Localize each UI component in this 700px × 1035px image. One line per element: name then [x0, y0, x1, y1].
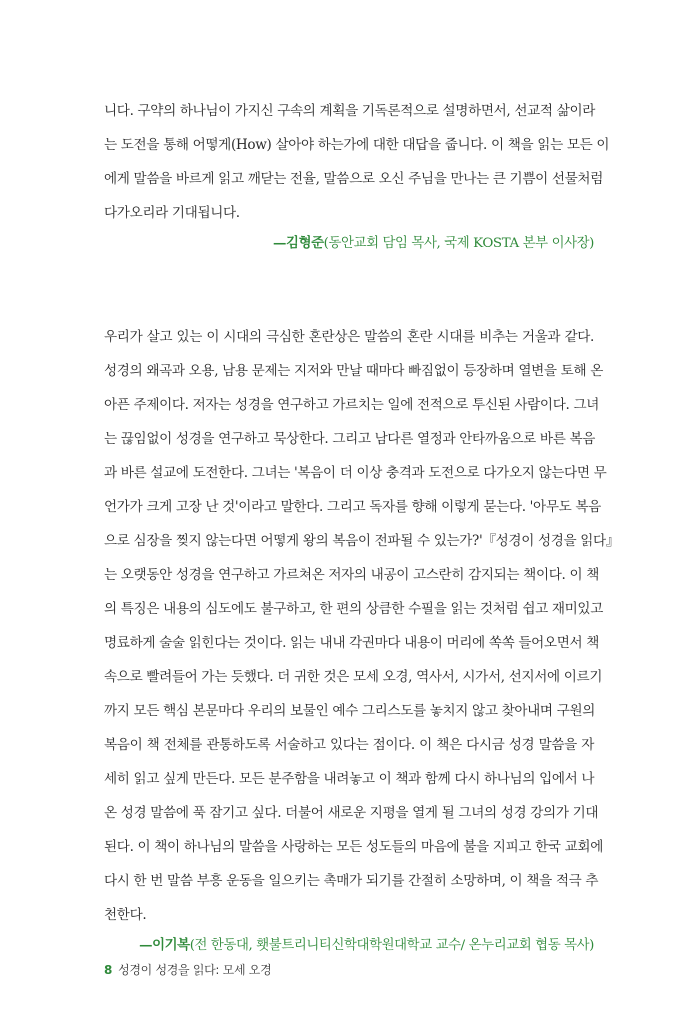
endorser-attribution	[273, 233, 594, 254]
paragraph-line: 는 끊임없이 성경을 연구하고 묵상한다. 그리고 남다른 열정과 안타까움으로 바른 복음	[104, 431, 596, 447]
paragraph-line: 으로 심장을 찢지 않는다면 어떻게 왕의 복음이 전파될 수 있는가?'『성경이 성경을 읽다』	[104, 533, 620, 549]
page-footer	[104, 961, 271, 979]
paragraph-line: 언가가 크게 고장 난 것'이라고 말한다. 그리고 독자를 향해 이렇게 묻는다. '아무도 복음	[104, 499, 601, 515]
endorser-name: —이기복	[139, 937, 190, 953]
paragraph-line: 까지 모든 핵심 본문마다 우리의 보물인 예수 그리스도를 놓치지 않고 찾아내며 구원의	[104, 703, 596, 719]
paragraph-line: 성경의 왜곡과 오용, 남용 문제는 지저와 만날 때마다 빠짐없이 등장하며 열변을 토해 온	[104, 363, 603, 379]
paragraph-line: 다가오리라 기대됩니다.	[104, 205, 240, 221]
endorser-role: (전 한동대, 횃불트리니티신학대학원대학교 교수/ 온누리교회 협동 목사)	[189, 938, 594, 953]
paragraph-line: 온 성경 말씀에 푹 잠기고 싶다. 더불어 새로운 지평을 열게 될 그녀의 성경 강의가 기대	[104, 805, 599, 821]
endorser-role: (동안교회 담임 목사, 국제 KOSTA 본부 이사장)	[323, 236, 594, 251]
paragraph-line: 속으로 빨려들어 가는 듯했다. 더 귀한 것은 모세 오경, 역사서, 시가서, 선지서에 이르기	[104, 669, 603, 685]
paragraph-line: 복음이 책 전체를 관통하도록 서술하고 있다는 점이다. 이 책은 다시금 성경 말씀을 자	[104, 737, 594, 753]
paragraph-line: 는 도전을 통해 어떻게(How) 살아야 하는가에 대한 대답을 줍니다. 이 책을 읽는 모든 이	[104, 137, 610, 153]
paragraph-line: 에게 말씀을 바르게 읽고 깨닫는 전율, 말씀으로 오신 주님을 만나는 큰 기쁨이 선물처럼	[104, 171, 603, 187]
paragraph-line: 세히 읽고 싶게 만든다. 모든 분주함을 내려놓고 이 책과 함께 다시 하나님의 입에서 나	[104, 771, 595, 787]
paragraph-line: 니다. 구약의 하나님이 가지신 구속의 계획을 기독론적으로 설명하면서, 선교적 삶이라	[104, 103, 596, 119]
paragraph-line: 명료하게 술술 읽힌다는 것이다. 읽는 내내 각권마다 내용이 머리에 쏙쏙 들어오면서 책	[104, 635, 600, 651]
paragraph-line: 된다. 이 책이 하나님의 말씀을 사랑하는 모든 성도들의 마음에 불을 지피고 한국 교회에	[104, 839, 603, 855]
paragraph-line: 아픈 주제이다. 저자는 성경을 연구하고 가르치는 일에 전적으로 투신된 사람이다. 그녀	[104, 397, 600, 413]
endorser-attribution	[139, 935, 594, 956]
paragraph-line: 우리가 살고 있는 이 시대의 극심한 혼란상은 말씀의 혼란 시대를 비추는 거울과 같다.	[104, 329, 594, 345]
paragraph-line: 의 특징은 내용의 심도에도 불구하고, 한 편의 상큼한 수필을 읽는 것처럼 쉽고 재미있고	[104, 601, 603, 617]
paragraph-line: 다시 한 번 말씀 부흥 운동을 일으키는 촉매가 되기를 간절히 소망하며, 이 책을 적극 추	[104, 873, 599, 889]
endorser-name: —김형준	[273, 235, 324, 251]
page-number: 8	[104, 963, 113, 977]
paragraph-line: 천한다.	[104, 907, 147, 923]
paragraph-line: 과 바른 설교에 도전한다. 그녀는 '복음이 더 이상 충격과 도전으로 다가오지 않는다면 무	[104, 465, 607, 481]
running-title: 성경이 성경을 읽다: 모세 오경	[118, 963, 272, 977]
paragraph-line: 는 오랫동안 성경을 연구하고 가르쳐온 저자의 내공이 고스란히 감지되는 책이다. 이 책	[104, 567, 600, 583]
